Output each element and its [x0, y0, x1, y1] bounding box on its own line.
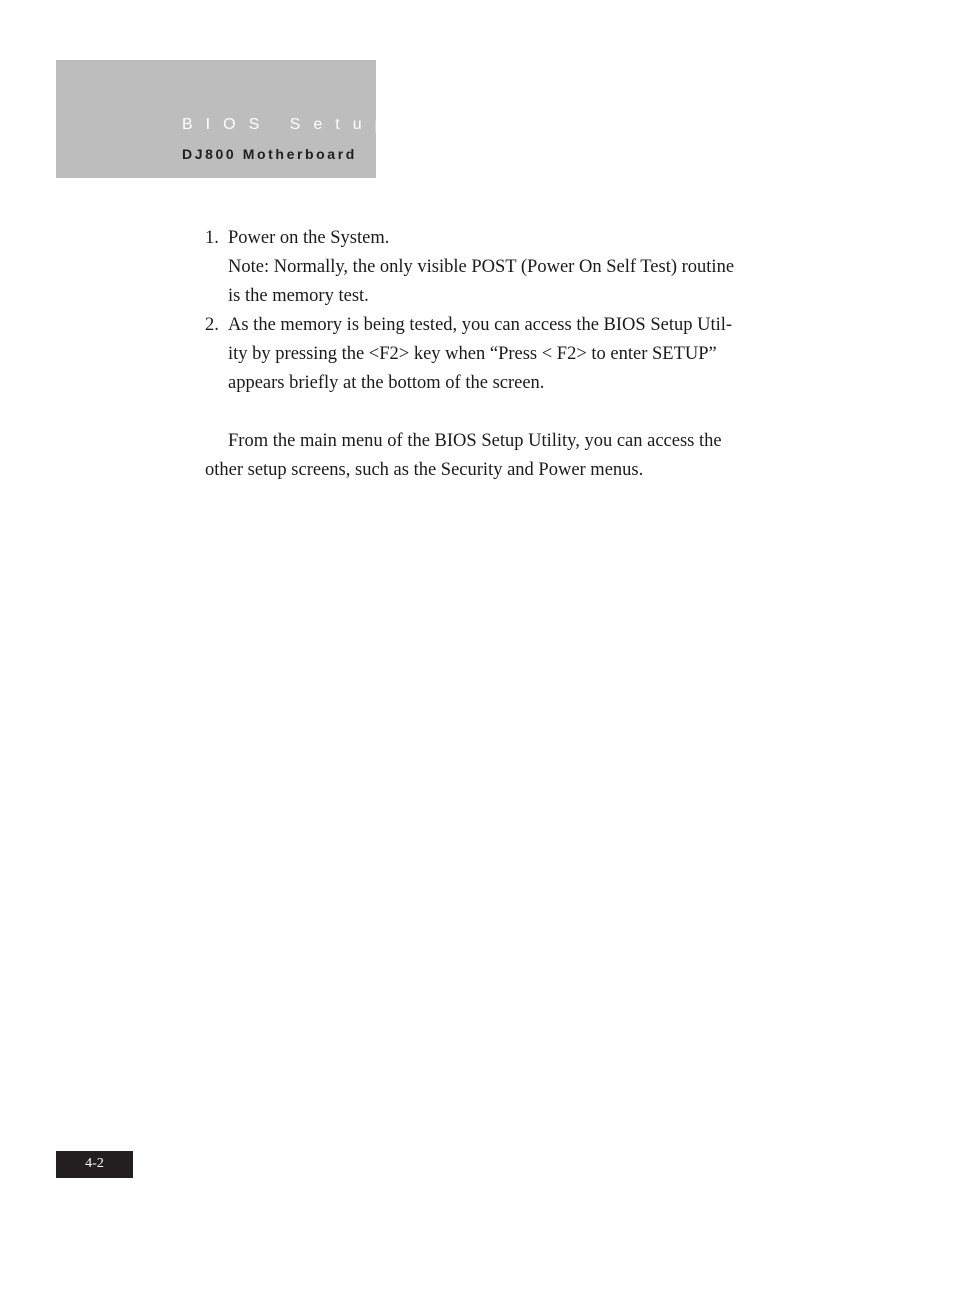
paragraph-line: other setup screens, such as the Security and Power menus.: [205, 460, 644, 480]
list-item-step-2: [205, 311, 765, 398]
step-number: 1.: [205, 228, 219, 248]
page-content: [205, 224, 765, 485]
step-text: Note: Normally, the only visible POST (Power On Self Test) routine: [228, 257, 735, 277]
chapter-header: [56, 60, 397, 178]
step-text: is the memory test.: [228, 286, 369, 306]
step-text: As the memory is being tested, you can access the BIOS Setup Util-: [228, 315, 733, 335]
step-text: Power on the System.: [228, 228, 390, 248]
product-name: DJ800 Motherboard: [182, 146, 357, 162]
step-number: 2.: [205, 315, 219, 335]
page-number: 4-2: [56, 1151, 133, 1178]
step-text: appears briefly at the bottom of the screen.: [228, 373, 545, 393]
body-paragraph: [205, 427, 765, 485]
chapter-title: BIOS Setup: [182, 116, 397, 133]
paragraph-line: From the main menu of the BIOS Setup Utility, you can access the: [228, 431, 722, 451]
step-text: ity by pressing the <F2> key when “Press < F2> to enter SETUP”: [228, 344, 717, 364]
step-list: [205, 224, 765, 398]
list-item-step-1: [205, 224, 765, 311]
